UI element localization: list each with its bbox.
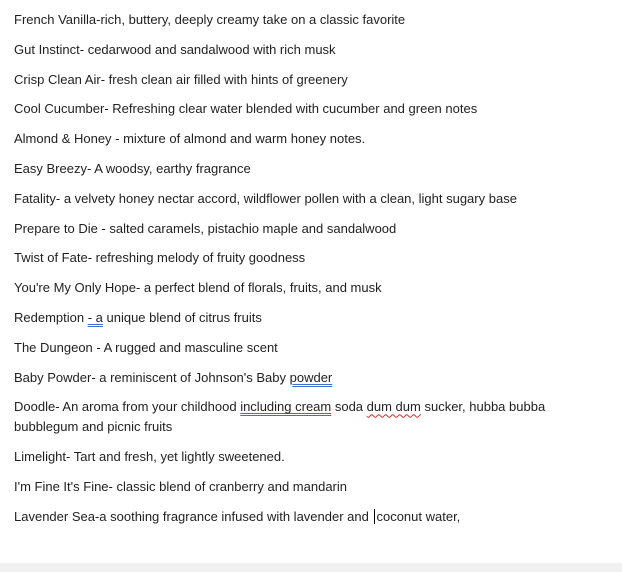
- line-prepare-to-die: Prepare to Die - salted caramels, pistachio maple and sandalwood: [14, 220, 397, 236]
- document-body[interactable]: [14, 10, 574, 537]
- line-baby-powder: [14, 368, 574, 388]
- redemption-text-pre: Redemption: [14, 309, 88, 325]
- line-french-vanilla: French Vanilla-rich, buttery, deeply creamy take on a classic favorite: [14, 12, 406, 27]
- line-only-hope: You're My Only Hope- a perfect blend of florals, fruits, and musk: [14, 280, 382, 296]
- baby-powder-text-pre: Baby Powder- a reminiscent of Johnson's Baby: [14, 369, 290, 385]
- line-im-fine: I'm Fine It's Fine- classic blend of cranberry and mandarin: [14, 478, 347, 494]
- line-almond-honey: Almond & Honey - mixture of almond and warm honey notes.: [14, 131, 366, 147]
- line-twist-of-fate: Twist of Fate- refreshing melody of fruity goodness: [14, 250, 306, 266]
- doodle-text-pre: Doodle- An aroma from your childhood: [14, 399, 241, 415]
- line-dungeon: The Dungeon - A rugged and masculine scent: [14, 339, 278, 355]
- lavender-text-pre: Lavender Sea-a soothing fragrance infused with lavender and: [14, 508, 373, 524]
- line-limelight: Limelight- Tart and fresh, yet lightly sweetened.: [14, 449, 285, 465]
- doodle-text-mid: soda: [331, 399, 367, 415]
- line-gut-instinct: Gut Instinct- cedarwood and sandalwood with rich musk: [14, 41, 336, 57]
- line-crisp-clean-air: Crisp Clean Air- fresh clean air filled with hints of greenery: [14, 71, 348, 87]
- lavender-text-post: coconut water,: [376, 508, 461, 524]
- page-bottom-edge: [0, 563, 622, 572]
- line-redemption: [14, 308, 574, 328]
- grammar-flag-redemption[interactable]: - a: [87, 309, 103, 325]
- line-cool-cucumber: Cool Cucumber- Refreshing clear water blended with cucumber and green notes: [14, 101, 478, 117]
- line-fatality: Fatality- a velvety honey nectar accord, wildflower pollen with a clean, light sugary base: [14, 190, 517, 206]
- line-lavender-sea: [14, 507, 574, 527]
- doodle-text-post: sucker, hubba bubba bubblegum and picnic fruits: [14, 399, 546, 435]
- spelling-flag-dum-dum[interactable]: dum dum: [366, 399, 421, 415]
- line-doodle: [14, 397, 574, 437]
- line-easy-breezy: Easy Breezy- A woodsy, earthy fragrance: [14, 160, 251, 176]
- grammar-flag-powder[interactable]: powder: [289, 369, 333, 385]
- redemption-text-post: unique blend of citrus fruits: [102, 309, 262, 325]
- grammar-flag-including-cream[interactable]: including cream: [240, 399, 332, 415]
